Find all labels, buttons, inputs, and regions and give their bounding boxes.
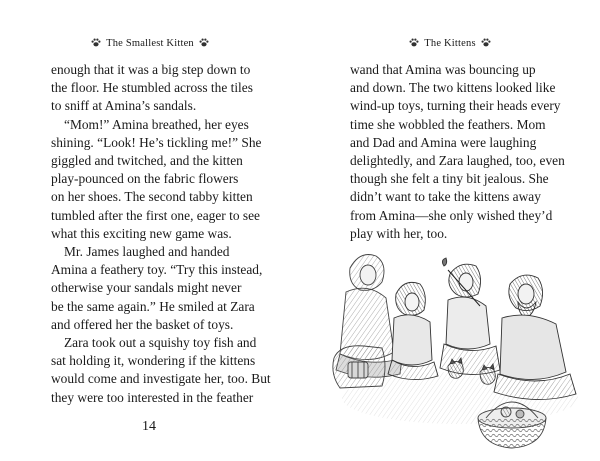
text-line: tumbled after the first one, eager to see	[51, 207, 260, 223]
text-line: Zara took out a squishy toy fish and	[64, 335, 257, 351]
text-line: shining. “Look! He’s tickling me!” She	[51, 134, 262, 150]
text-line: wind-up toys, turning their heads every	[350, 98, 561, 114]
text-line: wand that Amina was bouncing up	[350, 62, 536, 77]
paw-print-icon	[409, 38, 419, 47]
text-line: enough that it was a big step down to	[51, 62, 251, 77]
left-body-text	[51, 61, 277, 407]
text-line: from Amina—she only wished they’d	[350, 207, 553, 223]
text-line: what this exciting new game was.	[51, 225, 232, 241]
text-line: delightedly, and Zara laughed, too, even	[350, 153, 565, 169]
text-line: time she wobbled the feathers. Mom	[350, 116, 546, 132]
text-line: to sniff at Amina’s sandals.	[51, 98, 197, 114]
text-line: and offered her the basket of toys.	[51, 316, 234, 332]
text-line: play with her, too.	[350, 225, 448, 241]
text-line: giggled and twitched, and the kitten	[51, 153, 243, 169]
text-line: didn’t want to take the kittens away	[350, 189, 541, 205]
right-running-head	[300, 37, 600, 50]
text-line: and down. The two kittens looked like	[350, 80, 556, 96]
text-line: and Dad and Amina were laughing	[350, 134, 537, 150]
text-line: play-pounced on the fabric flowers	[51, 171, 239, 187]
right-page	[300, 0, 600, 461]
text-line: “Mom!” Amina breathed, her eyes	[64, 116, 249, 132]
family-playing-with-kittens-illustration	[330, 248, 592, 453]
paw-print-icon	[481, 38, 491, 47]
text-line: sat holding it, wondering if the kittens	[51, 353, 256, 369]
text-line: though she felt a tiny bit jealous. She	[350, 171, 549, 187]
paw-print-icon	[199, 38, 209, 47]
text-line: the floor. He stumbled across the tiles	[51, 80, 253, 96]
text-line: they were too interested in the feather	[51, 389, 254, 405]
text-line: Mr. James laughed and handed	[64, 244, 230, 260]
text-line: be the same again.” He smiled at Zara	[51, 298, 255, 314]
running-head-title: The Kittens	[424, 38, 476, 49]
running-head-title: The Smallest Kitten	[106, 38, 194, 49]
text-line: otherwise your sandals might never	[51, 280, 242, 296]
right-body-text	[350, 61, 582, 243]
text-line: Amina a feathery toy. “Try this instead,	[51, 262, 263, 278]
page-number: 14	[142, 419, 156, 434]
text-line: on her shoes. The second tabby kitten	[51, 189, 253, 205]
text-line: would come and investigate her, too. But	[51, 371, 271, 387]
paw-print-icon	[91, 38, 101, 47]
left-running-head	[0, 37, 300, 50]
